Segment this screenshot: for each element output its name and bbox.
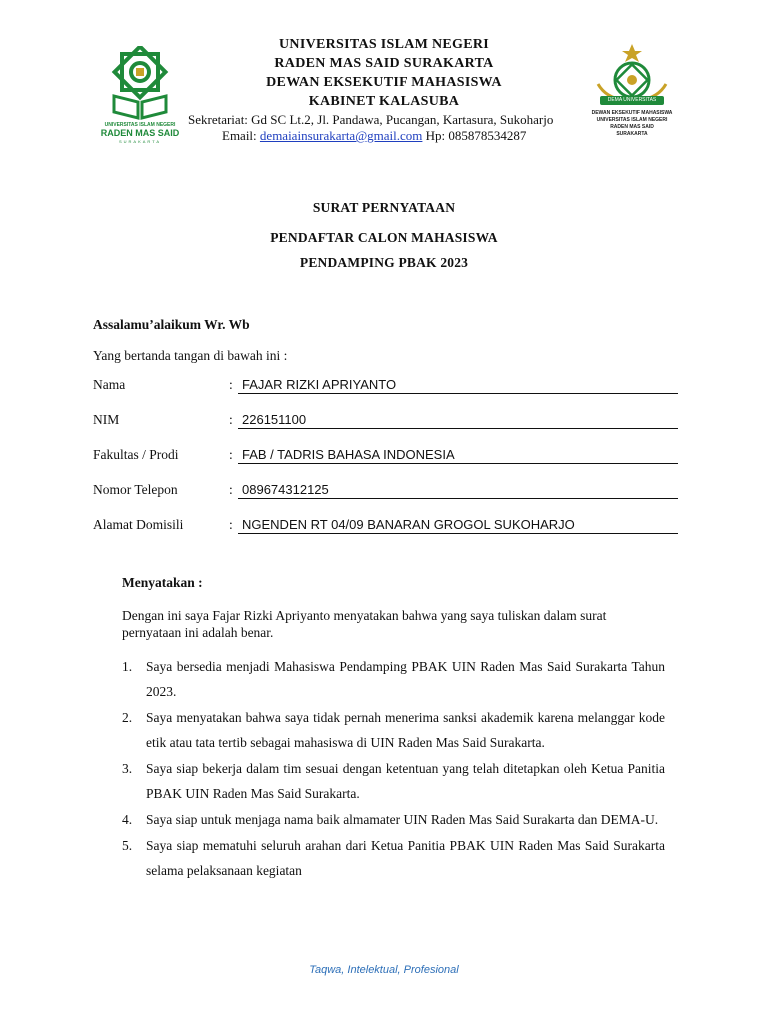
letterhead-line-2: RADEN MAS SAID SURAKARTA xyxy=(274,56,494,71)
uin-logo-text-3: SURAKARTA xyxy=(118,139,162,144)
letterhead-contact xyxy=(222,128,526,144)
list-number: 3. xyxy=(122,761,133,776)
field-value-nama: FAJAR RIZKI APRIYANTO xyxy=(238,377,678,394)
phone-text: Hp: 085878534287 xyxy=(425,128,527,143)
field-label: Nomor Telepon xyxy=(93,482,178,497)
list-item xyxy=(122,654,665,704)
statement-list xyxy=(122,654,665,883)
dema-logo-text-5: SURAKARTA xyxy=(616,131,648,137)
dema-logo-text-2: DEWAN EKSEKUTIF MAHASISWA xyxy=(591,110,673,116)
field-label: Alamat Domisili xyxy=(93,517,184,532)
list-text: Saya siap untuk menjaga nama baik almamater UIN Raden Mas Said Surakarta dan DEMA-U. xyxy=(146,812,659,827)
statement-heading: Menyatakan : xyxy=(122,575,203,590)
list-number: 1. xyxy=(122,659,133,674)
letterhead-line-1: UNIVERSITAS ISLAM NEGERI xyxy=(279,37,489,52)
email-link[interactable]: demaiainsurakarta@gmail.com xyxy=(259,128,423,143)
greeting: Assalamu’alaikum Wr. Wb xyxy=(93,317,250,332)
list-item xyxy=(122,705,665,755)
doc-title-2: PENDAFTAR CALON MAHASISWA xyxy=(270,230,498,245)
field-colon: : xyxy=(229,447,233,462)
field-value-fakultas: FAB / TADRIS BAHASA INDONESIA xyxy=(238,447,678,464)
doc-title-1: SURAT PERNYATAAN xyxy=(312,200,456,215)
field-colon: : xyxy=(229,412,233,427)
list-item xyxy=(122,833,665,883)
field-label: Nama xyxy=(93,377,126,392)
list-item xyxy=(122,756,665,806)
email-label: Email: xyxy=(222,128,257,143)
list-item xyxy=(122,807,665,832)
field-colon: : xyxy=(229,482,233,497)
field-value-nim: 226151100 xyxy=(238,412,678,429)
statement-line-2: pernyataan ini adalah benar. xyxy=(122,625,274,640)
list-number: 2. xyxy=(122,710,133,725)
letterhead-line-3: DEWAN EKSEKUTIF MAHASISWA xyxy=(266,75,502,90)
uin-logo-text-2: RADEN MAS SAID xyxy=(100,128,180,138)
field-value-telepon: 089674312125 xyxy=(238,482,678,499)
letterhead-address: Sekretariat: Gd SC Lt.2, Jl. Pandawa, Pucangan, Kartasura, Sukoharjo xyxy=(188,112,554,127)
dema-logo-text-4: RADEN MAS SAID xyxy=(610,124,654,130)
list-text: Saya siap bekerja dalam tim sesuai dengan ketentuan yang telah ditetapkan oleh Ketua Panitia PBAK UIN Raden Mas Said Surakarta. xyxy=(146,761,665,801)
field-value-alamat: NGENDEN RT 04/09 BANARAN GROGOL SUKOHARJO xyxy=(238,517,678,534)
statement-line-1: Dengan ini saya Fajar Rizki Apriyanto menyatakan bahwa yang saya tuliskan dalam surat xyxy=(122,608,607,623)
list-number: 4. xyxy=(122,812,133,827)
dema-ribbon-text: DEMA UNIVERSITAS xyxy=(607,97,657,103)
list-number: 5. xyxy=(122,838,133,853)
list-text: Saya bersedia menjadi Mahasiswa Pendamping PBAK UIN Raden Mas Said Surakarta Tahun 2023. xyxy=(146,659,665,699)
footer-motto: Taqwa, Intelektual, Profesional xyxy=(309,964,459,976)
field-colon: : xyxy=(229,377,233,392)
field-label: NIM xyxy=(93,412,120,427)
field-colon: : xyxy=(229,517,233,532)
field-label: Fakultas / Prodi xyxy=(93,447,179,462)
list-text: Saya menyatakan bahwa saya tidak pernah menerima sanksi akademik karena melanggar kode etik atau tata tertib sebagai mahasiswa di UIN Raden Mas Said Surakarta. xyxy=(146,710,665,750)
uin-logo-text-1: UNIVERSITAS ISLAM NEGERI xyxy=(104,122,176,128)
letterhead-line-4: KABINET KALASUBA xyxy=(308,94,460,109)
list-text: Saya siap mematuhi seluruh arahan dari Ketua Panitia PBAK UIN Raden Mas Said Surakarta selama pelaksanaan kegiatan xyxy=(146,838,665,878)
dema-logo-text-3: UNIVERSITAS ISLAM NEGERI xyxy=(596,117,668,123)
intro: Yang bertanda tangan di bawah ini : xyxy=(93,348,288,363)
doc-title-3: PENDAMPING PBAK 2023 xyxy=(299,255,469,270)
